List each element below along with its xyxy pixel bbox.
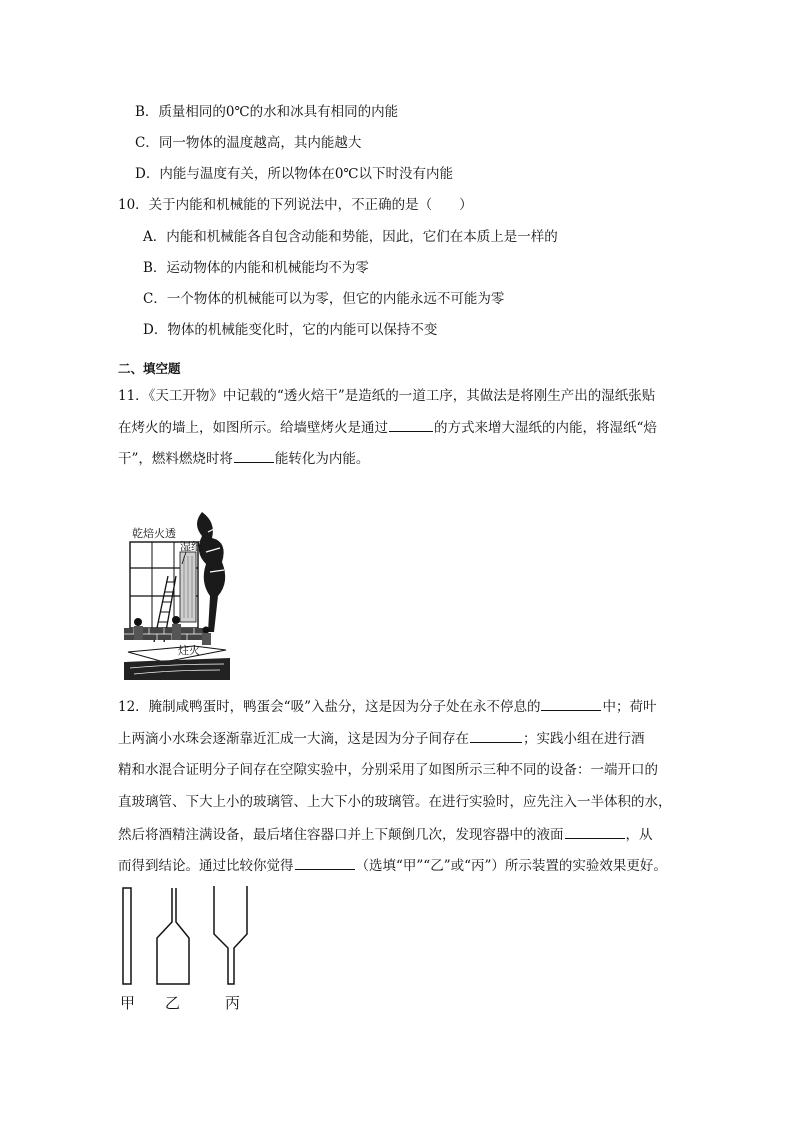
q12-blank-2[interactable] [470,729,522,743]
tube-label-bing: 丙 [225,994,241,1012]
q12-blank-1[interactable] [541,697,601,711]
q12-text-2b: ；实践小组在进行酒 [523,731,645,747]
q12-text-2a: 上两滴小水珠会逐渐靠近汇成一大滴，这是因为分子间存在 [118,731,469,747]
tube-jia-shape [123,888,131,984]
q9-option-c: C．同一物体的温度越高，其内能越大 [135,135,362,151]
glass-tubes-figure [115,884,255,990]
paper-drying-illustration [124,512,230,680]
q12-text-5a: 然后将酒精注满设备，最后堵住容器口并上下颠倒几次，发现容器中的液面 [118,827,564,843]
q12-text-6b: （选填“甲”“乙”或“丙”）所示装置的实验效果更好。 [355,858,667,874]
q10-option-b: B．运动物体的内能和机械能均不为零 [143,260,369,276]
q12-line-3: 精和水混合证明分子间存在空隙实验中，分别采用了如图所示三种不同的设备：一端开口的 [118,762,658,778]
q9-option-b: B．质量相同的0℃的水和冰具有相同的内能 [135,104,399,120]
q12-line-2 [118,729,645,748]
q11-text-2b: 的方式来增大湿纸的内能，将湿纸“焙 [434,420,657,436]
illustration-caption-top: 乾焙火透 [132,527,176,540]
q11-blank-1[interactable] [389,418,433,432]
q12-text-6a: 而得到结论。通过比较你觉得 [118,858,294,874]
q11-line-2 [118,418,657,437]
q11-line-3 [118,449,369,468]
q12-line-4: 直玻璃管、下大上小的玻璃管、上大下小的玻璃管。在进行实验时，应先注入一半体积的水， [118,794,672,810]
tube-bing-shape [214,886,247,984]
q12-text-1b: 中；荷叶 [602,699,657,715]
illustration-label-fire: 炷火 [178,644,200,657]
q10-stem: 10．关于内能和机械能的下列说法中，不正确的是（ ） [118,197,473,213]
q12-line-1 [118,697,656,716]
q12-line-5 [118,825,653,844]
tube-yi-shape [157,888,189,984]
q12-text-1a: 12．腌制咸鸭蛋时，鸭蛋会“吸”入盐分，这是因为分子处在永不停息的 [118,699,541,715]
q12-blank-3[interactable] [565,825,625,839]
q12-line-6 [118,856,667,875]
tube-label-yi: 乙 [165,994,181,1012]
q11-blank-2[interactable] [234,449,274,463]
q11-text-2a: 在烤火的墙上，如图所示。给墙壁烤火是通过 [118,420,388,436]
tube-label-jia: 甲 [120,994,136,1012]
q11-line-1: 11．《天工开物》中记载的“透火焙干”是造纸的一道工序，其做法是将刚生产出的湿纸张贴 [118,388,656,404]
q10-option-a: A．内能和机械能各自包含动能和势能，因此，它们在本质上是一样的 [143,229,558,245]
q12-blank-4[interactable] [295,856,355,870]
section-heading-fill-in: 二、填空题 [118,361,181,376]
q11-text-3a: 干”，燃料燃烧时将 [118,451,233,467]
q10-option-d: D．物体的机械能变化时，它的内能可以保持不变 [143,322,438,338]
q12-text-5b: ，从 [625,827,653,843]
illustration-label-wet-paper: 湿纸 [180,540,202,553]
q11-text-3b: 能转化为内能。 [274,451,370,467]
q10-option-c: C．一个物体的机械能可以为零，但它的内能永远不可能为零 [143,291,505,307]
q9-option-d: D．内能与温度有关，所以物体在0℃以下时没有内能 [135,166,454,182]
